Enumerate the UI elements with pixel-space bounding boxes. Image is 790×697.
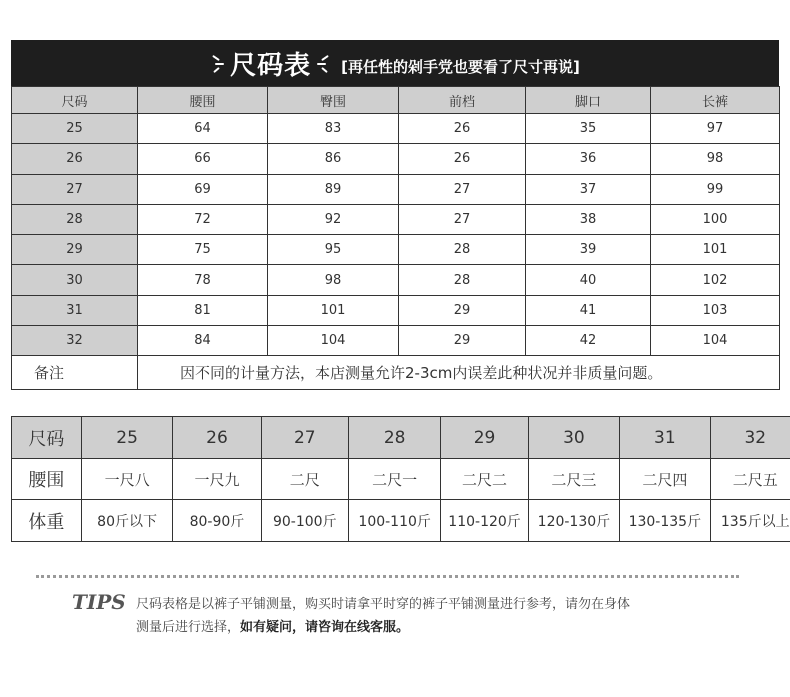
- table-cell: 26: [12, 144, 138, 174]
- table-row: [12, 174, 780, 204]
- column-header: 尺码: [12, 87, 138, 114]
- waist-cell: 一尺八: [81, 459, 172, 500]
- waist-row: [12, 459, 790, 500]
- sparkle-left-icon: [210, 52, 226, 74]
- size-row-label: 尺码: [12, 417, 82, 459]
- table-cell: 39: [526, 235, 651, 265]
- weight-row-label: 体重: [12, 500, 82, 542]
- table-cell: 98: [268, 265, 399, 295]
- size-cell: 25: [81, 417, 172, 459]
- table-cell: 26: [399, 144, 526, 174]
- table-cell: 69: [138, 174, 268, 204]
- table-cell: 29: [399, 295, 526, 325]
- size-chart-column-headers: [12, 87, 780, 114]
- waist-cell: 二尺五: [710, 459, 790, 500]
- table-cell: 28: [399, 235, 526, 265]
- table-cell: 28: [12, 204, 138, 234]
- table-cell: 38: [526, 204, 651, 234]
- table-cell: 97: [651, 114, 780, 144]
- size-cell: 31: [620, 417, 710, 459]
- table-cell: 101: [651, 235, 780, 265]
- table-cell: 75: [138, 235, 268, 265]
- table-row: [12, 265, 780, 295]
- size-chart-title: 尺码表: [230, 50, 312, 81]
- table-cell: 102: [651, 265, 780, 295]
- column-header: 前档: [399, 87, 526, 114]
- size-row: [12, 417, 790, 459]
- table-cell: 27: [399, 174, 526, 204]
- table-cell: 104: [651, 326, 780, 356]
- waist-cell: 二尺三: [528, 459, 619, 500]
- note-label: 备注: [12, 356, 138, 390]
- waist-cell: 二尺四: [620, 459, 710, 500]
- weight-reference-table: [11, 416, 790, 542]
- weight-cell: 130-135斤: [620, 500, 710, 542]
- table-row: [12, 295, 780, 325]
- column-header: 腰围: [138, 87, 268, 114]
- sparkle-right-icon: [315, 52, 331, 74]
- table-cell: 98: [651, 144, 780, 174]
- size-cell: 30: [528, 417, 619, 459]
- table-cell: 81: [138, 295, 268, 325]
- waist-cell: 二尺二: [441, 459, 528, 500]
- table-cell: 78: [138, 265, 268, 295]
- weight-cell: 80斤以下: [81, 500, 172, 542]
- note-text: 因不同的计量方法，本店测量允许2-3cm内误差此种状况并非质量问题。: [138, 356, 780, 390]
- weight-cell: 80-90斤: [173, 500, 261, 542]
- size-chart-table: [11, 40, 779, 390]
- column-header: 臀围: [268, 87, 399, 114]
- note-row: [12, 356, 780, 390]
- table-cell: 84: [138, 326, 268, 356]
- table-cell: 26: [399, 114, 526, 144]
- waist-cell: 二尺: [261, 459, 348, 500]
- size-chart-header: [11, 40, 779, 86]
- tips-line-2: [136, 616, 409, 635]
- weight-cell: 120-130斤: [528, 500, 619, 542]
- tips-line-1: 尺码表格是以裤子平铺测量，购买时请拿平时穿的裤子平铺测量进行参考，请勿在身体: [136, 597, 631, 612]
- size-cell: 28: [348, 417, 440, 459]
- size-chart-grid: [11, 86, 780, 390]
- table-cell: 30: [12, 265, 138, 295]
- table-cell: 95: [268, 235, 399, 265]
- waist-cell: 一尺九: [173, 459, 261, 500]
- column-header: 脚口: [526, 87, 651, 114]
- table-cell: 35: [526, 114, 651, 144]
- table-cell: 28: [399, 265, 526, 295]
- waist-row-label: 腰围: [12, 459, 82, 500]
- table-cell: 64: [138, 114, 268, 144]
- table-cell: 99: [651, 174, 780, 204]
- table-cell: 27: [12, 174, 138, 204]
- weight-cell: 100-110斤: [348, 500, 440, 542]
- table-cell: 104: [268, 326, 399, 356]
- table-row: [12, 144, 780, 174]
- weight-cell: 110-120斤: [441, 500, 528, 542]
- tips-label: TIPS: [72, 590, 126, 614]
- dotted-divider: [36, 575, 739, 579]
- table-cell: 101: [268, 295, 399, 325]
- tips-contact-text: 如有疑问，请咨询在线客服。: [240, 620, 410, 635]
- table-row: [12, 204, 780, 234]
- size-cell: 29: [441, 417, 528, 459]
- table-row: [12, 326, 780, 356]
- tips-line-2-text: 测量后进行选择，: [136, 620, 241, 635]
- table-cell: 31: [12, 295, 138, 325]
- table-cell: 37: [526, 174, 651, 204]
- table-cell: 25: [12, 114, 138, 144]
- table-cell: 42: [526, 326, 651, 356]
- table-cell: 86: [268, 144, 399, 174]
- table-cell: 66: [138, 144, 268, 174]
- table-cell: 36: [526, 144, 651, 174]
- table-row: [12, 235, 780, 265]
- table-row: [12, 114, 780, 144]
- table-cell: 32: [12, 326, 138, 356]
- table-cell: 41: [526, 295, 651, 325]
- table-cell: 103: [651, 295, 780, 325]
- table-cell: 72: [138, 204, 268, 234]
- size-cell: 27: [261, 417, 348, 459]
- table-cell: 27: [399, 204, 526, 234]
- weight-cell: 90-100斤: [261, 500, 348, 542]
- table-cell: 83: [268, 114, 399, 144]
- table-cell: 89: [268, 174, 399, 204]
- table-cell: 29: [12, 235, 138, 265]
- size-chart-subtitle: [再任性的剁手党也要看了尺寸再说]: [341, 57, 580, 76]
- table-cell: 100: [651, 204, 780, 234]
- weight-row: [12, 500, 790, 542]
- waist-cell: 二尺一: [348, 459, 440, 500]
- column-header: 长裤: [651, 87, 780, 114]
- weight-cell: 135斤以上: [710, 500, 790, 542]
- size-cell: 26: [173, 417, 261, 459]
- table-cell: 40: [526, 265, 651, 295]
- table-cell: 29: [399, 326, 526, 356]
- size-cell: 32: [710, 417, 790, 459]
- table-cell: 92: [268, 204, 399, 234]
